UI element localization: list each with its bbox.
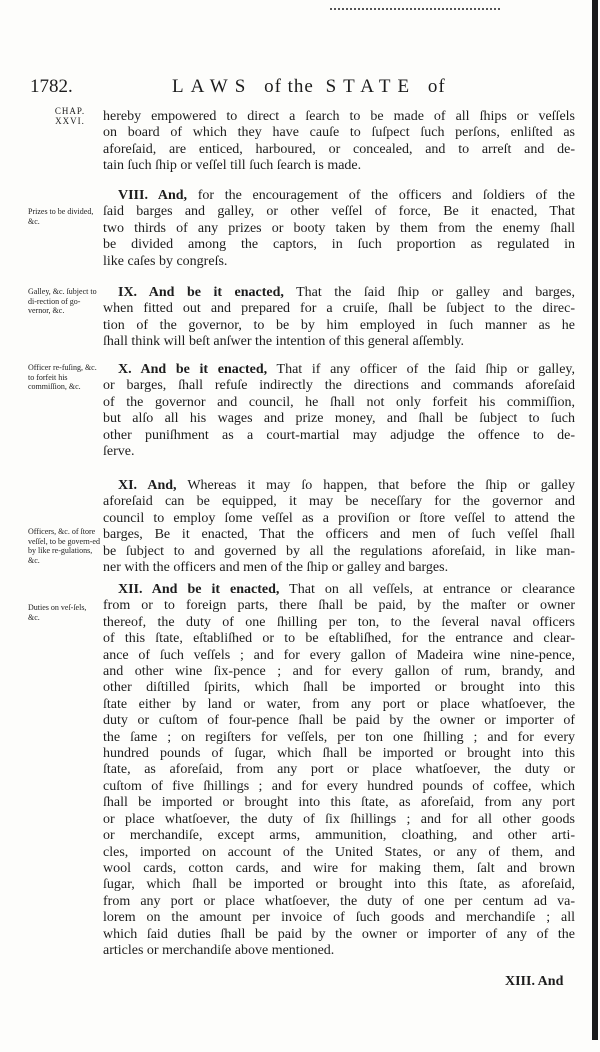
line-text: which ſaid duties ſhall be paid by the owner or importer of any of the <box>103 926 575 942</box>
text-line <box>103 125 575 141</box>
chapter-note: CHAP. XXVI. <box>54 106 86 126</box>
section-heading: XII. And be it enacted, <box>118 582 280 597</box>
line-text: That if any officer of the ſaid ſhip or galley, <box>267 362 576 377</box>
line-text: like caſes by congreſs. <box>103 253 228 269</box>
text-line <box>103 730 575 746</box>
line-text: when fitted out and prepared for a cruiſe, ſhall be ſubject to the direc- <box>103 301 575 317</box>
line-text: two thirds of any prizes or booty taken by them from the enemy ſhall <box>103 220 575 236</box>
section-heading: XI. And, <box>118 478 177 493</box>
line-text: be divided among the captors, in ſuch proportion as regulated in <box>103 237 575 253</box>
margin-note-store-vessel: Officers, &c. of ſtore veſſel, to be govern-ed by like re-gulations, &c. <box>28 527 100 565</box>
section-xii <box>103 582 575 959</box>
text-line <box>103 648 575 664</box>
text-line <box>103 254 575 270</box>
line-text: articles or merchandiſe above mentioned. <box>103 942 335 958</box>
text-line <box>103 411 575 427</box>
line-text: aforeſaid can be equipped, it may be neceſſary for the governor and <box>103 494 575 510</box>
text-line <box>103 631 575 647</box>
line-text: hereby empowered to direct a ſearch to be made of all ſhips or veſſels <box>103 109 575 124</box>
line-text: or merchandiſe, except arms, ammunition, cloathing, and other arti- <box>103 828 575 844</box>
text-line <box>103 378 575 394</box>
line-text: cuſtom of five ſhillings ; and for every hundred pounds of coffee, which <box>103 778 575 794</box>
text-line <box>103 664 575 680</box>
text-line <box>103 615 575 631</box>
text-line <box>103 943 575 959</box>
line-text: from or to foreign parts, there ſhall be paid, by the maſter or owner <box>103 598 575 614</box>
text-line <box>103 697 575 713</box>
text-line <box>103 511 575 527</box>
text-line <box>103 395 575 411</box>
text-line <box>103 795 575 811</box>
text-line <box>103 362 575 378</box>
text-line <box>103 560 575 576</box>
line-text: cles, imported on account of the United States, or any of them, and <box>103 844 575 860</box>
line-text: That on all veſſels, at entrance or clearance <box>279 582 575 597</box>
line-text: of this ſtate, eſtabliſhed or to be eſtabliſhed, for the entrance and clear- <box>103 631 575 647</box>
text-line <box>103 221 575 237</box>
text-line <box>103 494 575 510</box>
text-line <box>103 204 575 220</box>
line-text: be ſubject to and governed by all the regulations aforeſaid, in like man- <box>103 543 575 559</box>
line-text: or place whatſoever, the duty of ſix ſhillings ; and for all other goods <box>103 811 575 827</box>
line-text: ſtate either by land or water, from any port or place whatſoever, the <box>103 696 575 712</box>
text-line <box>103 762 575 778</box>
line-text: council to employ ſome veſſel as a proviſion or ſtore veſſel to attend the <box>103 510 575 526</box>
page-edge <box>592 0 598 1040</box>
text-line <box>103 158 575 174</box>
title-of: of <box>427 76 446 97</box>
text-line <box>103 861 575 877</box>
line-text: ſtate, as aforeſaid, from any port or place whatſoever, the duty or <box>103 762 575 778</box>
text-line <box>103 142 575 158</box>
line-text: of the governor and council, he ſhall not only forfeit his commiſſion, <box>103 394 575 410</box>
section-heading: X. And be it enacted, <box>118 362 268 377</box>
title-of-the: of the <box>264 76 314 97</box>
text-line <box>103 544 575 560</box>
text-line <box>103 301 575 317</box>
text-line <box>103 527 575 543</box>
line-text: on board of which they have cauſe to ſuſpect ſuch perſons, enliſted as <box>103 125 575 141</box>
line-text: hundred pounds of ſugar, which ſhall be imported or brought into this <box>103 746 575 762</box>
text-line <box>103 927 575 943</box>
text-line <box>103 109 575 125</box>
text-line <box>103 237 575 253</box>
section-heading: IX. And be it enacted, <box>118 285 284 300</box>
margin-note-galley: Galley, &c. ſubject to di-rection of go-vernor, &c. <box>28 287 97 316</box>
text-line <box>103 894 575 910</box>
line-text: ſerve. <box>103 444 135 460</box>
section-viii <box>103 188 575 270</box>
text-line <box>103 746 575 762</box>
text-line <box>103 812 575 828</box>
line-text: ance of ſuch veſſels ; and for every gallon of Madeira wine nine-pence, <box>103 647 575 663</box>
text-line <box>103 779 575 795</box>
text-line <box>103 582 575 598</box>
section-ix <box>103 285 575 351</box>
section-xi <box>103 478 575 576</box>
line-text: wool cards, cotton cards, and wire for making them, ſalt and brown <box>103 860 575 876</box>
line-text: That the ſaid ſhip or galley and barges, <box>283 285 575 300</box>
line-text: lorem on the amount per invoice of ſuch goods and merchandiſe ; all <box>103 910 575 926</box>
title-laws: LAWS <box>172 76 253 97</box>
text-line <box>103 598 575 614</box>
line-text: ſhall think will beſt anſwer the intention of this general aſſembly. <box>103 334 465 350</box>
page-year: 1782. <box>30 76 73 97</box>
text-line <box>103 285 575 301</box>
line-text: tion of the governor, to be by him employed in ſuch manner as he <box>103 317 575 333</box>
text-line <box>103 877 575 893</box>
text-line <box>103 478 575 494</box>
margin-note-duties: Duties on veſ-ſels, &c. <box>28 603 87 622</box>
line-text: for the encouragement of the officers and ſoldiers of the <box>187 188 575 203</box>
running-title <box>172 76 446 100</box>
text-line <box>103 444 575 460</box>
section-heading: VIII. And, <box>118 188 188 203</box>
catchword: XIII. And <box>505 974 564 989</box>
text-line <box>103 713 575 729</box>
scan-artifact <box>330 8 500 12</box>
text-line <box>103 828 575 844</box>
line-text: ſhall be imported or brought into this ſtate, as aforeſaid, from any port <box>103 795 575 811</box>
text-line <box>103 680 575 696</box>
line-text: other diſtilled ſpirits, which ſhall be imported or brought into this <box>103 680 575 696</box>
line-text: the ſame ; on regiſters for veſſels, per ton one ſhilling ; and for every <box>103 729 575 745</box>
line-text: aforeſaid, are enticed, harboured, or concealed, and to arreſt and de- <box>103 141 575 157</box>
line-text: tain ſuch ſhip or veſſel till ſuch ſearch is made. <box>103 158 362 174</box>
line-text: other puniſhment as a court-martial may adjudge the offence to de- <box>103 427 575 443</box>
text-line <box>103 845 575 861</box>
text-line <box>103 188 575 204</box>
line-text: barges, Be it enacted, That the officers and men of ſuch veſſel ſhall <box>103 527 575 543</box>
line-text: ſaid barges and galley, or other veſſel of force, Be it enacted, That <box>103 204 575 220</box>
line-text: from any port or place whatſoever, the duty of one per centum ad va- <box>103 893 575 909</box>
text-line <box>103 428 575 444</box>
text-line <box>103 910 575 926</box>
line-text: duty or cuſtom of four-pence ſhall be paid by the owner or importer of <box>103 713 575 729</box>
line-text: ner with the officers and men of the ſhip or galley and barges. <box>103 560 449 576</box>
title-state: STATE <box>325 76 417 97</box>
section-x <box>103 362 575 460</box>
text-line <box>103 334 575 350</box>
paragraph-continuation <box>103 109 575 175</box>
margin-note-officer: Officer re-fuſing, &c. to forfeit his commiſſion, &c. <box>28 363 97 392</box>
margin-note-prizes: Prizes to be divided, &c. <box>28 207 94 226</box>
line-text: thereof, the duty of one ſhilling per ton, to the ſeveral naval officers <box>103 614 575 630</box>
line-text: but alſo all his wages and prize money, and ſhall be ſubject to ſuch <box>103 411 575 427</box>
line-text: or barges, ſhall refuſe indirectly the directions and commands aforeſaid <box>103 378 575 394</box>
line-text: and other wine ſix-pence ; and for every gallon of rum, brandy, and <box>103 664 575 680</box>
line-text: Whereas it may ſo happen, that before the ſhip or galley <box>176 478 575 493</box>
text-line <box>103 318 575 334</box>
line-text: ſugar, which ſhall be imported or brought into this ſtate, as aforeſaid, <box>103 877 575 893</box>
